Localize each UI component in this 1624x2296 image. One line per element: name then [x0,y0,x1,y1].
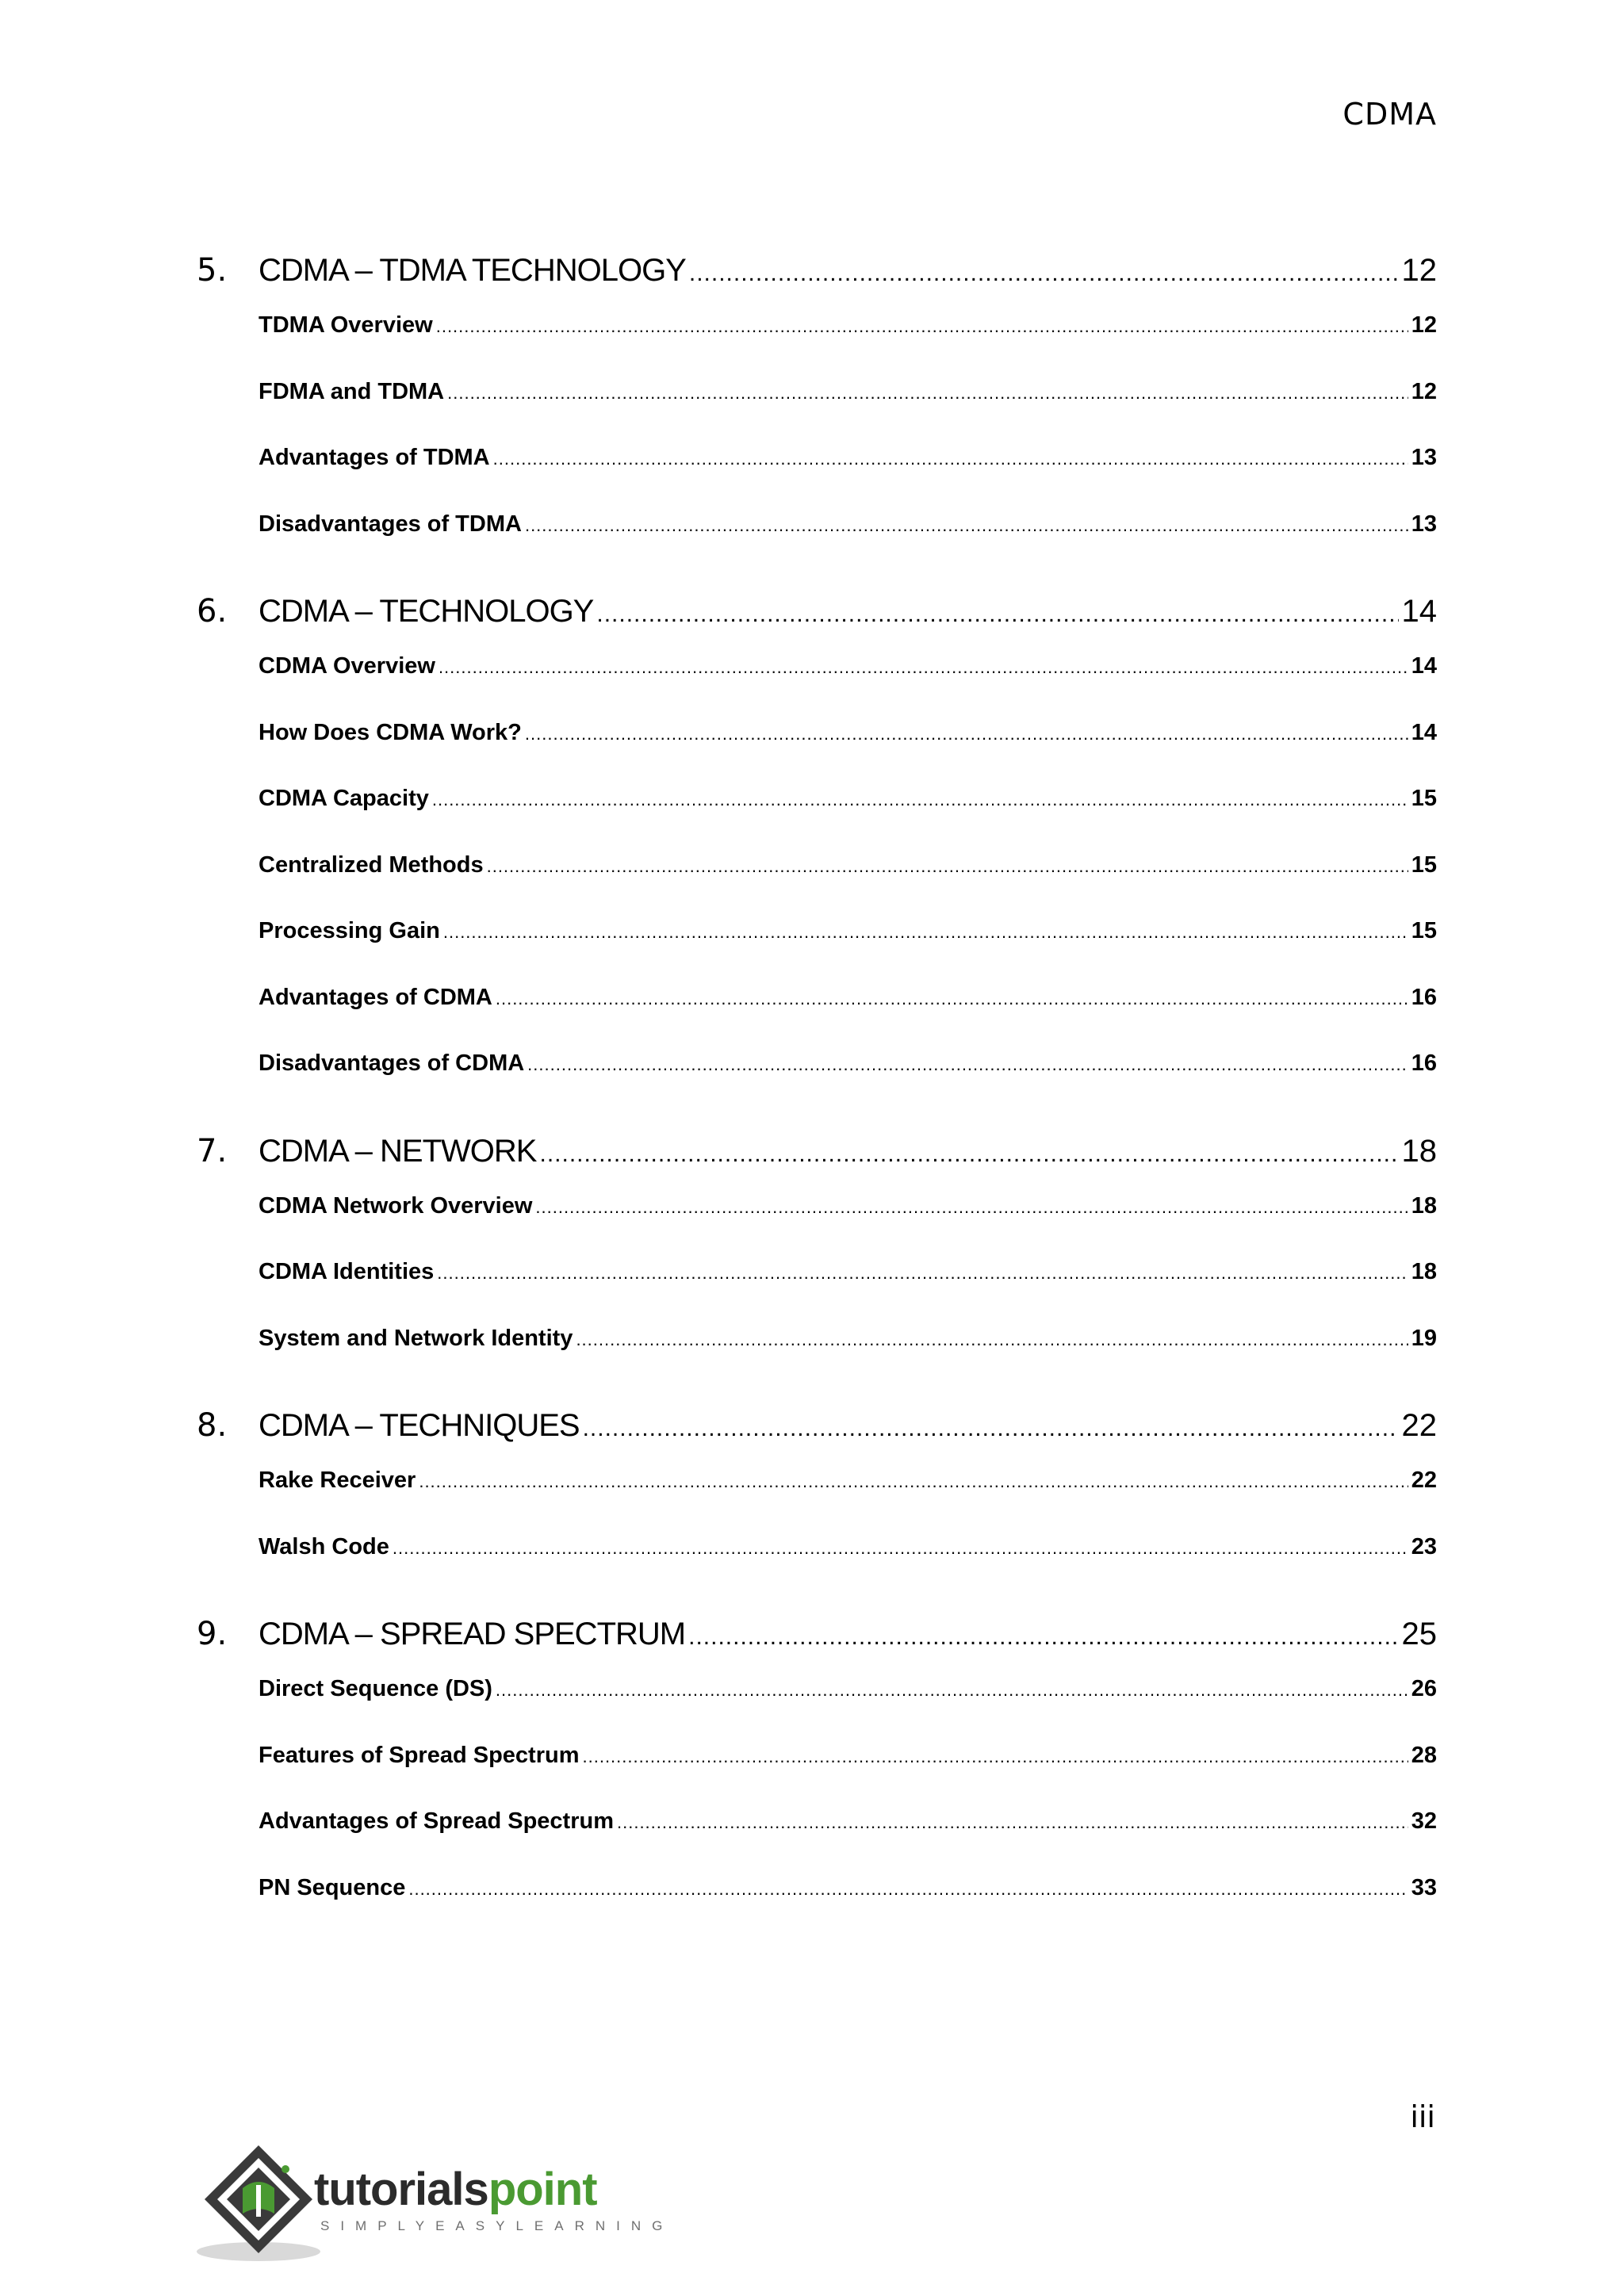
section-page-number: 14 [1411,719,1437,745]
toc-section-entry[interactable] [197,653,1437,720]
chapter-page-number: 18 [1401,1133,1437,1169]
section-page-number: 23 [1411,1533,1437,1559]
section-title: FDMA and TDMA [259,378,445,404]
dot-leader [436,316,1408,337]
toc-section-entry[interactable] [197,1808,1437,1875]
chapter-page-number: 14 [1401,594,1437,629]
toc-section-entry[interactable] [197,445,1437,511]
dot-leader [437,1263,1408,1284]
section-page-number: 18 [1411,1192,1437,1219]
section-title: Advantages of Spread Spectrum [259,1808,614,1834]
section-page-number: 15 [1411,918,1437,943]
toc-section-entry[interactable] [197,1875,1437,1942]
chapter-number: 7. [197,1132,228,1169]
dot-leader [527,1054,1408,1075]
section-page-number: 13 [1411,445,1437,470]
dot-leader [688,1624,1398,1651]
chapter-title: CDMA – TDMA TECHNOLOGY [259,253,686,288]
logo-diamond-icon [195,2141,322,2267]
section-page-number: 12 [1411,312,1437,338]
section-title: Centralized Methods [259,851,484,878]
toc-chapter-entry[interactable] [197,593,1437,645]
section-page-number: 15 [1411,786,1437,811]
section-page-number: 33 [1411,1874,1437,1900]
chapter-page-number: 22 [1401,1408,1437,1443]
section-list [197,1468,1437,1600]
section-title: How Does CDMA Work? [259,719,522,745]
toc-chapter [197,252,1437,577]
section-title: CDMA Identities [259,1259,435,1284]
section-title: Direct Sequence (DS) [259,1676,492,1701]
dot-leader [443,922,1408,943]
toc-section-entry[interactable] [197,1676,1437,1743]
dot-leader [617,1812,1408,1833]
dot-leader [408,1879,1408,1900]
section-title: TDMA Overview [259,312,433,338]
toc-section-entry[interactable] [197,1259,1437,1326]
dot-leader [525,515,1408,536]
section-title: Disadvantages of TDMA [259,511,522,537]
dot-leader [496,989,1408,1009]
toc-section-entry[interactable] [197,1468,1437,1534]
toc-chapter-entry[interactable] [197,1616,1437,1668]
toc-section-entry[interactable] [197,918,1437,985]
section-list [197,1676,1437,1941]
section-page-number: 15 [1411,851,1437,878]
toc-section-entry[interactable] [197,1050,1437,1117]
section-page-number: 16 [1411,1050,1437,1076]
section-title: Walsh Code [259,1533,389,1559]
chapter-title: CDMA – TECHNOLOGY [259,594,594,629]
section-title: Disadvantages of CDMA [259,1050,525,1076]
toc-section-entry[interactable] [197,720,1437,786]
chapter-page-number: 12 [1401,253,1437,288]
chapter-title: CDMA – NETWORK [259,1133,537,1169]
dot-leader [535,1197,1408,1218]
section-page-number: 18 [1411,1259,1437,1284]
section-page-number: 28 [1411,1742,1437,1768]
chapter-number: 8. [197,1407,228,1444]
dot-leader [596,601,1398,628]
toc-chapter [197,1407,1437,1600]
dot-leader [393,1538,1408,1559]
section-page-number: 22 [1411,1468,1437,1493]
dot-leader [583,1747,1408,1767]
section-title: System and Network Identity [259,1325,573,1351]
toc-section-entry[interactable] [197,1534,1437,1601]
toc-section-entry[interactable] [197,379,1437,446]
dot-leader [447,383,1408,404]
chapter-page-number: 25 [1401,1617,1437,1651]
dot-leader [432,790,1408,810]
dot-leader [576,1330,1408,1350]
toc-section-entry[interactable] [197,1326,1437,1392]
dot-leader [689,260,1399,287]
section-page-number: 13 [1411,511,1437,537]
dot-leader [583,1415,1399,1442]
dot-leader [439,657,1408,678]
dot-leader [539,1141,1398,1168]
toc-chapter-entry[interactable] [197,1407,1437,1460]
table-of-contents [197,252,1437,1941]
running-header: CDMA [1342,97,1437,132]
section-page-number: 16 [1411,984,1437,1010]
page-number: iii [1410,2099,1435,2134]
section-page-number: 12 [1411,378,1437,404]
section-title: Rake Receiver [259,1468,416,1493]
dot-leader [419,1471,1408,1492]
logo-tagline: SIMPLYEASYLEARNING [320,2218,674,2233]
tutorialspoint-logo [195,2141,674,2267]
section-page-number: 14 [1411,653,1437,679]
chapter-title: CDMA – TECHNIQUES [259,1408,580,1443]
dot-leader [496,1680,1408,1701]
section-page-number: 19 [1411,1325,1437,1351]
toc-section-entry[interactable] [197,1193,1437,1260]
section-title: CDMA Network Overview [259,1192,533,1219]
section-title: CDMA Capacity [259,786,429,811]
section-title: Processing Gain [259,918,440,943]
toc-section-entry[interactable] [197,511,1437,578]
section-title: Features of Spread Spectrum [259,1742,580,1768]
logo-wordmark-part-1: tutorials [314,2164,488,2215]
toc-section-entry[interactable] [197,985,1437,1051]
toc-chapter [197,1133,1437,1392]
toc-section-entry[interactable] [197,852,1437,919]
section-page-number: 32 [1411,1808,1437,1834]
toc-chapter [197,593,1437,1117]
dot-leader [487,856,1408,877]
chapter-title: CDMA – SPREAD SPECTRUM [259,1617,686,1651]
chapter-number: 9. [197,1616,228,1652]
toc-section-entry[interactable] [197,786,1437,852]
toc-section-entry[interactable] [197,312,1437,379]
toc-chapter-entry[interactable] [197,252,1437,304]
section-title: Advantages of TDMA [259,445,490,470]
section-title: PN Sequence [259,1874,406,1900]
toc-section-entry[interactable] [197,1743,1437,1809]
dot-leader [525,724,1408,744]
chapter-number: 6. [197,593,228,629]
section-title: Advantages of CDMA [259,984,492,1010]
section-title: CDMA Overview [259,653,435,679]
section-list [197,1193,1437,1392]
toc-chapter [197,1616,1437,1941]
logo-wordmark [314,2163,597,2216]
section-list [197,312,1437,577]
toc-chapter-entry[interactable] [197,1133,1437,1185]
chapter-number: 5. [197,252,228,289]
section-page-number: 26 [1411,1676,1437,1701]
section-list [197,653,1437,1117]
dot-leader [493,449,1408,469]
logo-wordmark-part-2: point [488,2164,597,2215]
